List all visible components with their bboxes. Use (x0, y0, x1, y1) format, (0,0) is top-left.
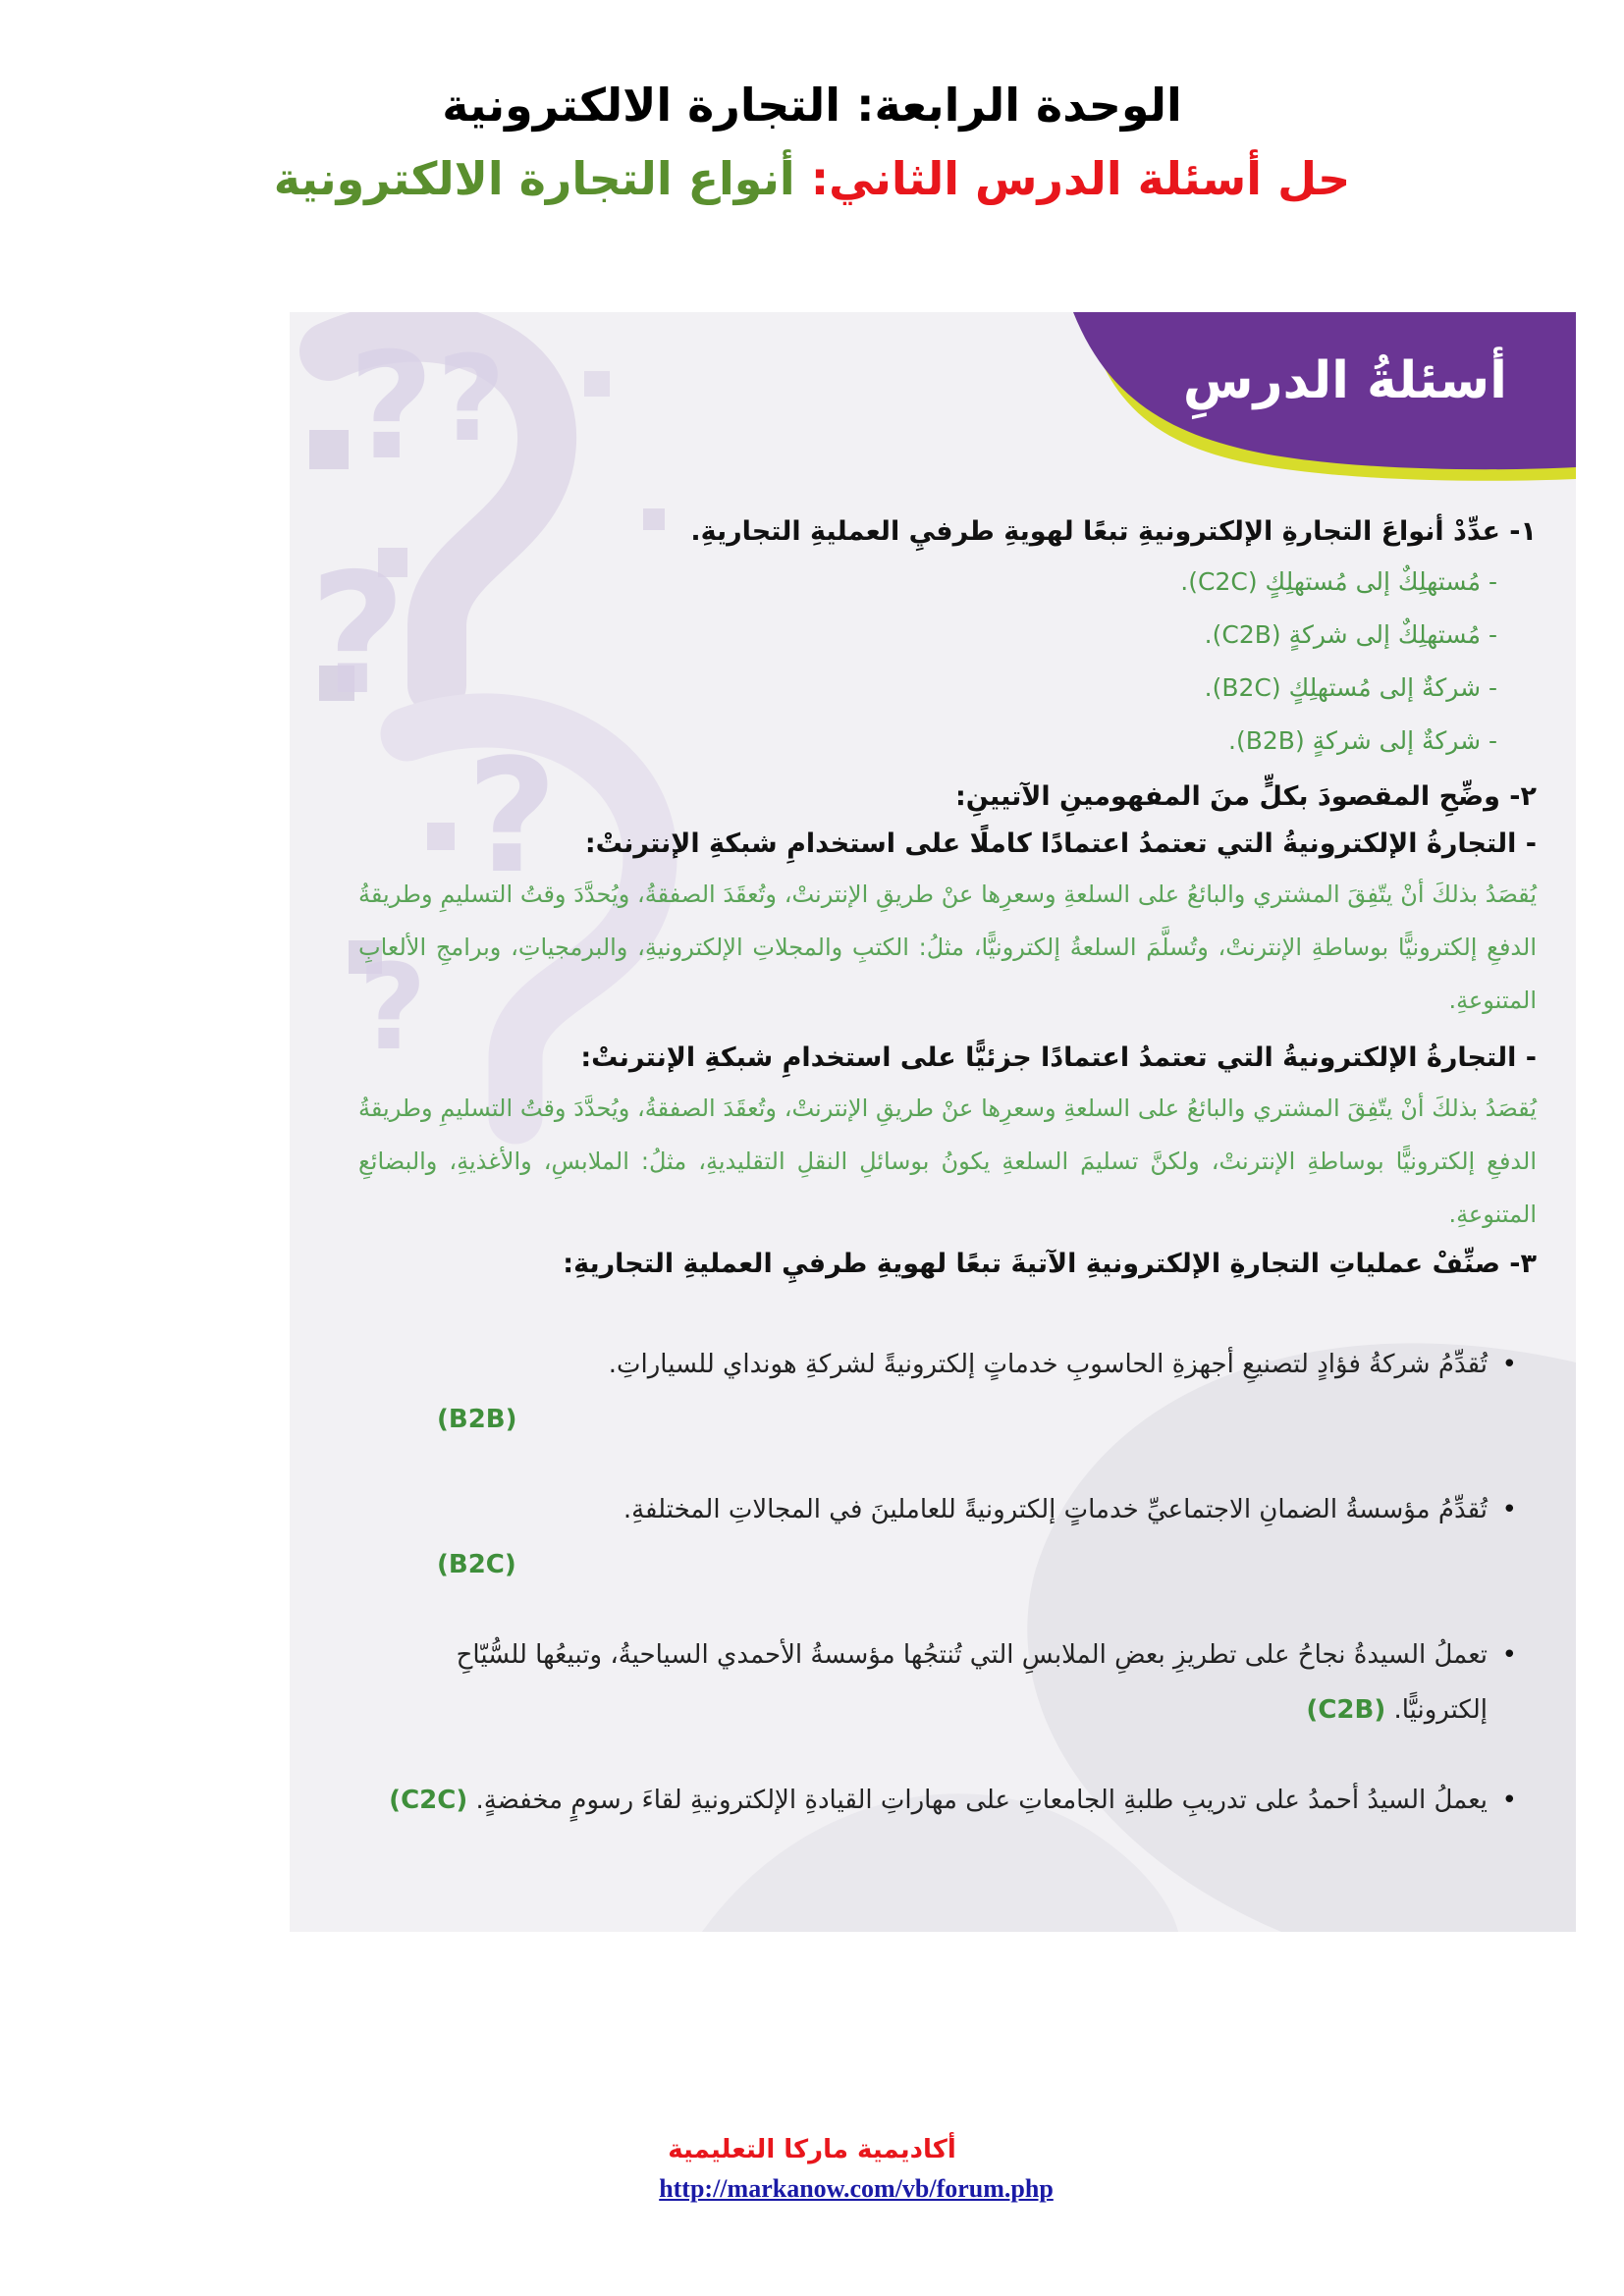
classification-text: تعملُ السيدةُ نجاحُ على تطريزِ بعضِ الملابسِ التي تُنتجُها مؤسسةُ الأحمدي السياحيةُ، وتبيعُها للسُّيّاحِ إلكترونيًّا. (456, 1640, 1488, 1725)
classification-answer: (B2B) (437, 1405, 517, 1434)
concept-partial-internet: - التجارةُ الإلكترونيةُ التي تعتمدُ اعتمادًا جزئيًّا على استخدامِ شبكةِ الإنترنتْ: (580, 1042, 1537, 1073)
question-1: ١- عدِّدْ أنواعَ التجارةِ الإلكترونيةِ تبعًا لهويةِ طرفيِ العمليةِ التجاريةِ. (690, 516, 1537, 547)
lesson-questions-banner (1065, 312, 1576, 484)
question-1-answers (358, 556, 1537, 768)
classification-text: تُقدِّمُ شركةُ فؤادٍ لتصنيعِ أجهزةِ الحاسوبِ خدماتٍ إلكترونيةً لشركةِ هونداي للسياراتِ. (608, 1350, 1488, 1379)
answer-item: - شركةٌ إلى شركةٍ (B2B). (1228, 726, 1497, 755)
answer-item: - مُستهلِكٌ إلى شركةٍ (C2B). (1204, 620, 1497, 649)
concept-full-internet: - التجارةُ الإلكترونيةُ التي تعتمدُ اعتمادًا كاملًا على استخدامِ شبكةِ الإنترنتْ: (584, 828, 1537, 859)
lesson-title (0, 139, 1624, 218)
question-mark-decoration: ? (309, 538, 406, 732)
question-3: ٣- صنِّفْ عملياتِ التجارةِ الإلكترونيةِ الآتيةَ تبعًا لهويةِ طرفيِ العمليةِ التجاريةِ: (563, 1249, 1537, 1279)
classification-answer: (C2B) (1306, 1695, 1386, 1725)
classification-text: يعملُ السيدُ أحمدُ على تدريبِ طلبةِ الجامعاتِ على مهاراتِ القيادةِ الإلكترونيةِ لقاءَ رسومٍ مخفضةٍ. (475, 1786, 1488, 1815)
classification-item (358, 1773, 1517, 1828)
classification-text: تُقدِّمُ مؤسسةُ الضمانِ الاجتماعيِّ خدماتٍ إلكترونيةً للعاملينَ في المجالاتِ المختلفةِ. (623, 1495, 1488, 1524)
question-mark-decoration: ? (349, 322, 435, 493)
classification-answer: (B2C) (437, 1550, 516, 1579)
classification-answer: (C2C) (389, 1786, 468, 1815)
lesson-name: أنواع التجارة الالكترونية (273, 152, 795, 205)
textbook-scan (290, 312, 1576, 1932)
forum-link[interactable]: http://markanow.com/vb/forum.php (659, 2174, 1054, 2203)
page-header (0, 71, 1624, 218)
questions-content (358, 508, 1537, 1863)
answer-item: - مُستهلِكٌ إلى مُستهلِكٍ (C2C). (1180, 567, 1497, 596)
concept-full-internet-answer: يُقصَدُ بذلكَ أنْ يتّفِقَ المشتري والبائعُ على السلعةِ وسعرِها عنْ طريقِ الإنترنتْ، وتُعقَدَ الصفقةُ، ويُحدَّدَ وقتُ التسليمِ وطريقةُ الدفعِ إلكترونيًّا بوساطةِ الإنترنتْ، وتُسلَّمَ السلعةُ إلكترونيًّا، مثلُ: الكتبِ والمجلاتِ الإلكترونيةِ، والبرمجياتِ، وبرامجِ الألعابِ المتنوعةِ. (358, 881, 1537, 1014)
question-2: ٢- وضِّحِ المقصودَ بكلٍّ منَ المفهومينِ الآتيينِ: (954, 781, 1537, 812)
lesson-prefix: حل أسئلة الدرس الثاني: (810, 152, 1351, 205)
classification-item (358, 1337, 1517, 1447)
concept-partial-internet-answer: يُقصَدُ بذلكَ أنْ يتّفِقَ المشتري والبائعُ على السلعةِ وسعرِها عنْ طريقِ الإنترنتْ، وتُعقَدَ الصفقةُ، ويُحدَّدَ وقتُ التسليمِ وطريقةُ الدفعِ إلكترونيًّا بوساطةِ الإنترنتْ، ولكنَّ تسليمَ السلعةِ يكونُ بوسائلِ النقلِ التقليديةِ، مثلُ: الملابسِ، والأغذيةِ، والبضائعِ المتنوعةِ. (358, 1095, 1537, 1228)
classification-item (358, 1628, 1517, 1737)
question-mark-decoration: ? (437, 332, 506, 468)
academy-name: أكاديمية ماركا التعليمية (668, 2135, 956, 2164)
page-footer (0, 2130, 1624, 2209)
question-mark-decoration: ? (358, 940, 427, 1077)
question-mark-decoration: ? (466, 724, 558, 908)
answer-item: - شركةٌ إلى مُستهلِكٍ (B2C). (1204, 673, 1497, 702)
unit-title: الوحدة الرابعة: التجارة الالكترونية (442, 79, 1182, 132)
banner-title: أسئلةُ الدرسِ (1182, 351, 1507, 410)
question-3-items (358, 1337, 1537, 1828)
classification-item (358, 1482, 1517, 1592)
